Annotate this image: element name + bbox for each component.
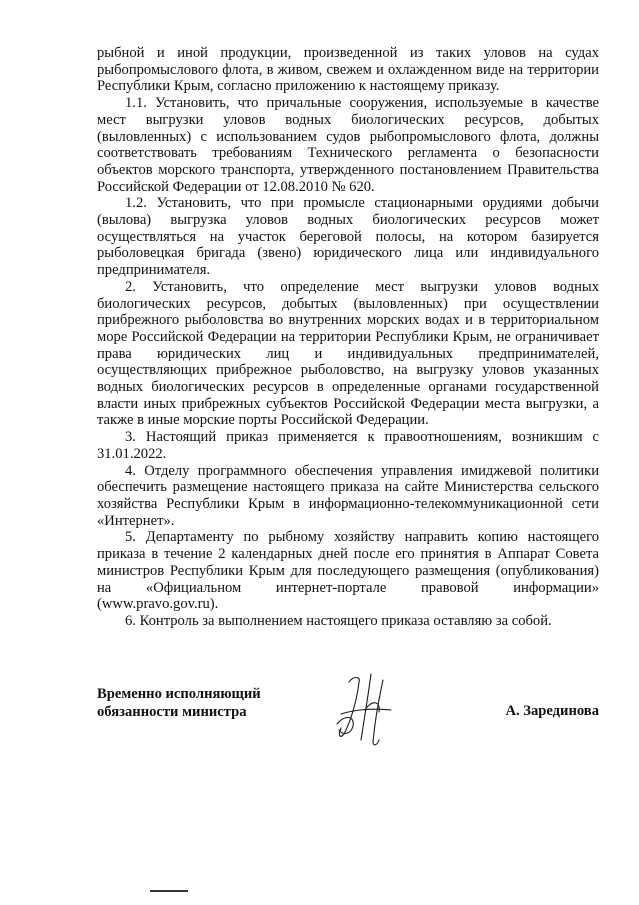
- paragraph-1-2: 1.2. Установить, что при промысле стационарными орудиями добычи (вылова) выгрузка уловов водных биологических ресурсов может осуществляться на участок береговой полосы, на котором базируется рыболовецкая бригада (звено) юридического лица или индивидуального предпринимателя.: [97, 195, 599, 279]
- signatory-title-line-2: обязанности министра: [97, 703, 247, 720]
- paragraph-4: 4. Отделу программного обеспечения управления имиджевой политики обеспечить размещение настоящего приказа на сайте Министерства сельского хозяйства Республики Крым в информационно-телекоммуникационной сети «Интернет».: [97, 462, 599, 529]
- signature-block: [97, 686, 599, 766]
- paragraph-3: 3. Настоящий приказ применяется к правоотношениям, возникшим с 31.01.2022.: [97, 429, 599, 462]
- paragraph-1-1: 1.1. Установить, что причальные сооружения, используемые в качестве мест выгрузки уловов водных биологических ресурсов, добытых (выловленных) с использованием судов рыбопромыслового флота, должны соответствовать требованиям Технического регламента о безопасности объектов морского транспорта, утвержденного постановлением Правительства Российской Федерации от 12.08.2010 № 620.: [97, 95, 599, 195]
- signatory-name: А. Зарединова: [505, 703, 599, 719]
- paragraph-continuation: рыбной и иной продукции, произведенной из таких уловов на судах рыбопромыслового флота, в живом, свежем и охлажденном виде на территории Республики Крым, согласно приложению к настоящему приказу.: [97, 45, 599, 95]
- paragraph-2: 2. Установить, что определение мест выгрузки уловов водных биологических ресурсов, добытых (выловленных) при осуществлении прибрежного рыболовства во внутренних морских водах и в территориальном море Российской Федерации на территории Республики Крым, не ограничивает права юридических лиц и индивидуальных предпринимателей, осуществляющих прибрежное рыболовство, на выгрузку уловов указанных водных биологических ресурсов в определенные органами государственной власти иных прибрежных субъектов Российской Федерации места выгрузки, а также в иные морские порты Российской Федерации.: [97, 278, 599, 429]
- handwritten-signature: [331, 670, 397, 750]
- signatory-title: [97, 686, 261, 721]
- footer-mark: [150, 890, 188, 892]
- paragraph-6: 6. Контроль за выполнением настоящего приказа оставляю за собой.: [125, 612, 552, 629]
- paragraph-5: 5. Департаменту по рыбному хозяйству направить копию настоящего приказа в течение 2 календарных дней после его принятия в Аппарат Совета министров Республики Крым для последующего размещения (опубликования) на «Официальном интернет-портале правовой информации» (www.pravo.gov.ru).: [97, 529, 599, 613]
- signatory-title-line-1: Временно исполняющий: [97, 686, 261, 702]
- document-body: [97, 45, 599, 630]
